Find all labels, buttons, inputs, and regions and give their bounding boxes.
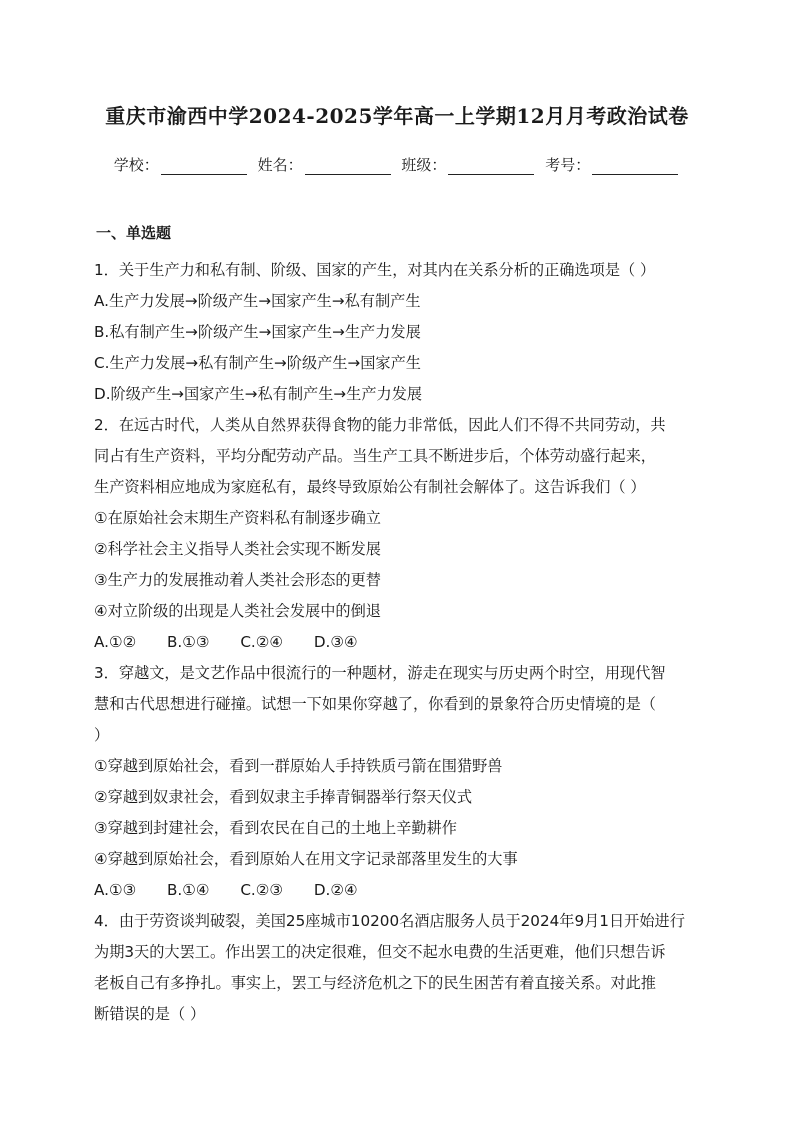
q2-statement-2: ②科学社会主义指导人类社会实现不断发展: [94, 540, 381, 558]
q2-statement-3: ③生产力的发展推动着人类社会形态的更替: [94, 571, 381, 589]
q3-stem-line-2: 慧和古代思想进行碰撞。试想一下如果你穿越了，你看到的景象符合历史情境的是（: [94, 695, 656, 713]
q2-choice-b: B.①③: [167, 633, 210, 651]
class-label: 班级：: [401, 156, 447, 174]
school-blank[interactable]: [161, 158, 247, 175]
q1-option-a: A.生产力发展→阶级产生→国家产生→私有制产生: [94, 292, 421, 310]
q2-stem-line-3: 生产资料相应地成为家庭私有，最终导致原始公有制社会解体了。这告诉我们（ ）: [94, 478, 646, 496]
student-info-row: [0, 154, 794, 175]
name-blank[interactable]: [305, 158, 391, 175]
exam-number-blank[interactable]: [592, 158, 678, 175]
page-title: 重庆市渝西中学2024-2025学年高一上学期12月月考政治试卷: [105, 104, 689, 128]
q3-statement-2: ②穿越到奴隶社会，看到奴隶主手捧青铜器举行祭天仪式: [94, 788, 473, 806]
q2-choice-a: A.①②: [94, 633, 137, 651]
exam-number-label: 考号：: [545, 156, 591, 174]
q1-stem: 1．关于生产力和私有制、阶级、国家的产生，对其内在关系分析的正确选项是（ ）: [94, 261, 656, 279]
q4-stem-line-3: 老板自己有多挣扎。事实上，罢工与经济危机之下的民生困苦有着直接关系。对此推: [94, 974, 656, 992]
q3-stem-line-1: 3．穿越文，是文艺作品中很流行的一种题材，游走在现实与历史两个时空，用现代智: [94, 664, 666, 682]
q2-stem-line-1: 2．在远古时代，人类从自然界获得食物的能力非常低，因此人们不得不共同劳动，共: [94, 416, 666, 434]
section-heading: 一、单选题: [96, 224, 172, 242]
q3-choice-c: C.②③: [240, 881, 283, 899]
q3-statement-4: ④穿越到原始社会，看到原始人在用文字记录部落里发生的大事: [94, 850, 518, 868]
q3-choice-a: A.①③: [94, 881, 137, 899]
q2-choice-d: D.③④: [313, 633, 358, 651]
school-label: 学校：: [113, 156, 159, 174]
q3-statement-1: ①穿越到原始社会，看到一群原始人手持铁质弓箭在围猎野兽: [94, 757, 503, 775]
q2-choices: [94, 627, 700, 658]
q4-stem-line-4: 断错误的是（ ）: [94, 1005, 206, 1023]
q2-statement-1: ①在原始社会末期生产资料私有制逐步确立: [94, 509, 381, 527]
name-label: 姓名：: [257, 156, 303, 174]
q3-choices: [94, 875, 700, 906]
q2-choice-c: C.②④: [240, 633, 283, 651]
q3-statement-3: ③穿越到封建社会，看到农民在自己的土地上辛勤耕作: [94, 819, 457, 837]
q1-option-c: C.生产力发展→私有制产生→阶级产生→国家产生: [94, 354, 421, 372]
q4-stem-line-2: 为期3天的大罢工。作出罢工的决定很难，但交不起水电费的生活更难，他们只想告诉: [94, 943, 666, 961]
q1-option-d: D.阶级产生→国家产生→私有制产生→生产力发展: [94, 385, 423, 403]
q2-stem-line-2: 同占有生产资料，平均分配劳动产品。当生产工具不断进步后，个体劳动盛行起来，: [94, 447, 656, 465]
q2-statement-4: ④对立阶级的出现是人类社会发展中的倒退: [94, 602, 381, 620]
q3-choice-d: D.②④: [313, 881, 358, 899]
q4-stem-line-1: 4．由于劳资谈判破裂，美国25座城市10200名酒店服务人员于2024年9月1日开始进行: [94, 912, 685, 930]
class-blank[interactable]: [448, 158, 534, 175]
q1-option-b: B.私有制产生→阶级产生→国家产生→生产力发展: [94, 323, 421, 341]
questions: [94, 255, 700, 1030]
q3-stem-line-3: ）: [94, 726, 110, 744]
q3-choice-b: B.①④: [167, 881, 210, 899]
